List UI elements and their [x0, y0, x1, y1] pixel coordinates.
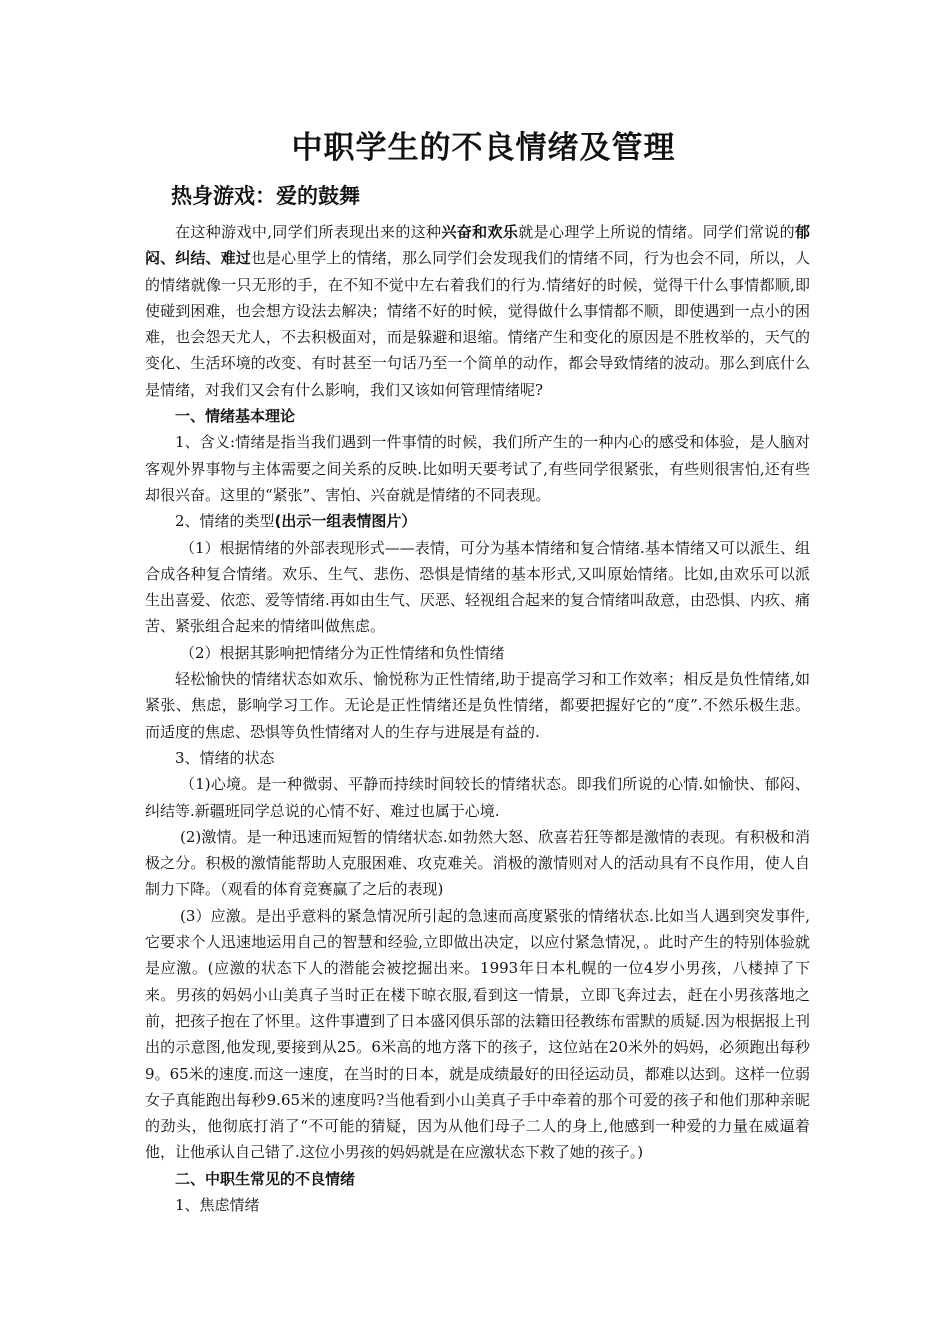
emotion-types-heading: [145, 508, 810, 534]
intro-text-2: 就是心理学上所说的情绪。同学们常说的: [518, 223, 795, 241]
emotion-state-mood: （1)心境。是一种微弱、平静而持续时间较长的情绪状态。即我们所说的心情.如愉快、郁闷、纠结等.新疆班同学总说的心情不好、难过也属于心境.: [145, 775, 810, 820]
intro-bold-1: 兴奋和欢乐: [441, 223, 519, 241]
definition-paragraph: 1、含义:情绪是指当我们遇到一件事情的时候，我们所产生的一种内心的感受和体验，是人脑对客观外界事物与主体需要之间关系的反映.比如明天要考试了,有些同学很紧张，有些则很害怕,还有些却很兴奋。这里的“紧张”、害怕、兴奋就是情绪的不同表现。: [145, 433, 810, 504]
emotion-types-item-2: （2）根据其影响把情绪分为正性情绪和负性情绪: [180, 643, 505, 662]
emotion-types-item-1: （1）根据情绪的外部表现形式——表情，可分为基本情绪和复合情绪.基本情绪又可以派生、组合成各种复合情绪。欢乐、生气、悲伤、恐惧是情绪的基本形式,又叫原始情绪。比如,由欢乐可以派生出喜爱、依恋、爱等情绪.再如由生气、厌恶、轻视组合起来的复合情绪叫敌意，由恐惧、内疚、痛苦、紧张组合起来的情绪叫做焦虑。: [145, 538, 810, 636]
emotion-types-bold: (出示一组表情图片）: [274, 512, 417, 531]
intro-paragraph: [145, 219, 810, 403]
emotion-state-passion: (2)激情。是一种迅速而短暂的情绪状态.如勃然大怒、欣喜若狂等都是激情的表现。有积极和消极之分。积极的激情能帮助人克服困难、攻克难关。消极的激情则对人的活动具有不良作用，使人自制力下降。（观看的体育竞赛赢了之后的表现): [145, 827, 810, 899]
intro-text-3: 也是心里学上的情绪，那么同学们会发现我们的情绪不同，行为也会不同，所以，人的情绪就像一只无形的手，在不知不觉中左右着我们的行为.情绪好的时候，觉得干什么事情都顺,即使碰到困难，也会想方设法去解决；情绪不好的时候，觉得做什么事情都不顺，即使遇到一点小的困难，也会怨天尤人，不去积极面对，而是躲避和退缩。情绪产生和变化的原因是不胜枚举的，天气的变化、生活环境的改变、有时甚至一句话乃至一个简单的动作，都会导致情绪的波动。那么到底什么是情绪，对我们又会有什么影响，我们又该如何管理情绪呢?: [145, 249, 810, 399]
document-title: 中职学生的不良情绪及管理: [291, 130, 676, 166]
emotion-types-text: 2、情绪的类型: [175, 512, 275, 531]
section-1-heading: 一、情绪基本理论: [175, 407, 296, 426]
intro-text-1: 在这种游戏中,同学们所表现出来的这种: [175, 223, 442, 241]
emotion-state-stress: (3）应激。是出乎意料的紧急情况所引起的急速而高度紧张的情绪状态.比如当人遇到突发事件,它要求个人迅速地运用自己的智慧和经验,立即做出决定，以应付紧急情况，。此时产生的特别体验就是应激。(应激的状态下人的潜能会被挖掘出来。1993年日本札幌的一位4岁小男孩，八楼掉了下来。男孩的妈妈小山美真子当时正在楼下晾衣服,看到这一情景，立即飞奔过去，赶在小男孩落地之前，把孩子抱在了怀里。这件事遭到了日本盛冈俱乐部的法籍田径教练布雷默的质疑.因为根据报上刊出的示意图,他发现,要接到从25。6米高的地方落下的孩子，这位站在20米外的妈妈，必须跑出每秒9。65米的速度.而这一速度，在当时的日本，就是成绩最好的田径运动员，都难以达到。这样一位弱女子真能跑出每秒9.65米的速度吗?当他看到小山美真子手中牵着的那个可爱的孩子和他们那种亲昵的劲头，他彻底打消了“不可能的猜疑，因为从他们母子二人的身上,他感到一种爱的力量在威逼着他，让他承认自己错了.这位小男孩的妈妈就是在应激状态下救了她的孩子。): [145, 906, 810, 1162]
anxiety-heading: 1、焦虑情绪: [175, 1195, 260, 1214]
section-2-heading: 二、中职生常见的不良情绪: [175, 1169, 356, 1188]
intro-bold-2: 郁闷、纠结、难过: [145, 223, 810, 268]
emotion-states-heading: 3、情绪的状态: [175, 748, 275, 767]
document-subtitle: 热身游戏：爱的鼓舞: [171, 184, 360, 208]
emotion-types-item-2-body: 轻松愉快的情绪状态如欢乐、愉悦称为正性情绪,助于提高学习和工作效率；相反是负性情绪,如紧张、焦虑，影响学习工作。无论是正性情绪还是负性情绪，都要把握好它的“度”.不然乐极生悲。而适度的焦虑、恐惧等负性情绪对人的生存与进展是有益的.: [145, 670, 810, 741]
document-page: [145, 125, 810, 1218]
